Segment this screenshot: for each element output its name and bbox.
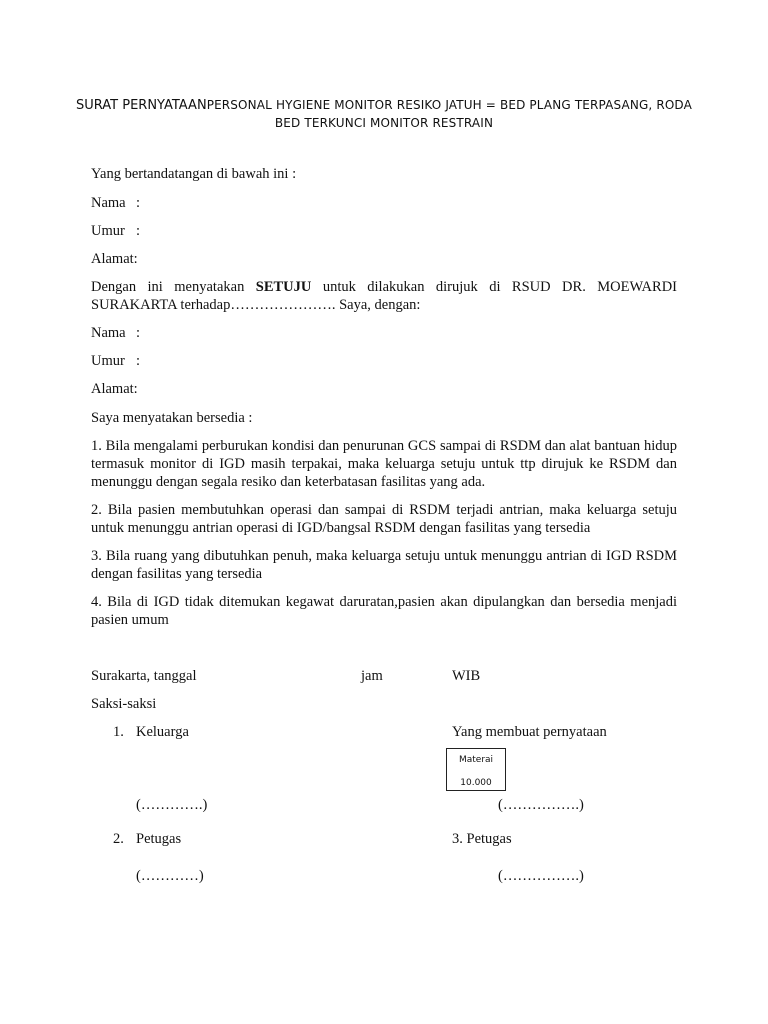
witness-2-number: 2. xyxy=(113,831,124,847)
witnesses-label: Saksi-saksi xyxy=(91,696,157,712)
wib-label: WIB xyxy=(452,668,481,684)
field-label: Umur xyxy=(91,353,125,369)
witness-3-signature: (…………….) xyxy=(498,868,584,884)
point-1: 1. Bila mengalami perburukan kondisi dan penurunan GCS sampai di RSDM dan alat bantuan hidup termasuk monitor di IGD masih terpakai, maka keluarga setuju untuk ttp dirujuk ke RSDM dan menunggu dengan segala resiko dan keterbatasan fasilitas yang ada. xyxy=(91,438,677,490)
jam-label: jam xyxy=(361,668,383,684)
field-label: Nama xyxy=(91,325,126,341)
document-title xyxy=(70,96,698,132)
title-subject: PERSONAL HYGIENE MONITOR RESIKO JATUH = BED PLANG TERPASANG, RODA BED TERKUNCI MONITOR RESTRAIN xyxy=(206,98,692,130)
witness-3-label: 3. Petugas xyxy=(452,831,512,847)
field-label: Nama xyxy=(91,195,126,211)
witness-1-label: Keluarga xyxy=(136,724,189,740)
stamp-duty-label: Materai xyxy=(458,755,494,765)
field-alamat-1: Alamat: xyxy=(91,251,138,267)
field-colon: : xyxy=(136,195,141,211)
point-2: 2. Bila pasien membutuhkan operasi dan sampai di RSDM terjadi antrian, maka keluarga setuju untuk menunggu antrian operasi di IGD/bangsal RSDM dengan fasilitas yang tersedia xyxy=(91,502,677,536)
field-alamat-2: Alamat: xyxy=(91,381,138,397)
willing-text: Saya menyatakan bersedia : xyxy=(91,410,253,426)
intro-text: Yang bertandatangan di bawah ini : xyxy=(91,166,297,182)
point-4: 4. Bila di IGD tidak ditemukan kegawat daruratan,pasien akan dipulangkan dan bersedia menjadi pasien umum xyxy=(91,594,677,628)
field-colon: : xyxy=(136,223,141,239)
witness-2-label: Petugas xyxy=(136,831,182,847)
statement-paragraph xyxy=(91,278,677,314)
declarant-signature: (…………….) xyxy=(498,797,584,813)
point-3: 3. Bila ruang yang dibutuhkan penuh, maka keluarga setuju untuk menunggu antrian di IGD RSDM dengan fasilitas yang tersedia xyxy=(91,548,677,582)
witness-1-number: 1. xyxy=(113,724,124,740)
place-date-label: Surakarta, tanggal xyxy=(91,668,197,684)
title-main: SURAT PERNYATAAN xyxy=(76,98,207,113)
setuju-bold: SETUJU xyxy=(255,279,312,295)
stamp-duty-box xyxy=(446,748,506,791)
stamp-duty-value: 10.000 xyxy=(460,778,492,788)
statement-line-2: SURAKARTA terhadap…………………. Saya, dengan: xyxy=(91,297,421,313)
field-colon: : xyxy=(136,325,141,341)
statement-line-1: Dengan ini menyatakan SETUJU untuk dilakukan dirujuk di RSUD DR. MOEWARDI xyxy=(91,279,677,295)
declarant-label: Yang membuat pernyataan xyxy=(452,724,607,740)
field-umur-2 xyxy=(91,352,140,370)
field-nama-1 xyxy=(91,194,140,212)
witness-2-signature: (…………) xyxy=(136,868,204,884)
field-label: Umur xyxy=(91,223,125,239)
field-umur-1 xyxy=(91,222,140,240)
field-colon: : xyxy=(136,353,141,369)
witness-1-signature: (………….) xyxy=(136,797,208,813)
field-nama-2 xyxy=(91,324,140,342)
